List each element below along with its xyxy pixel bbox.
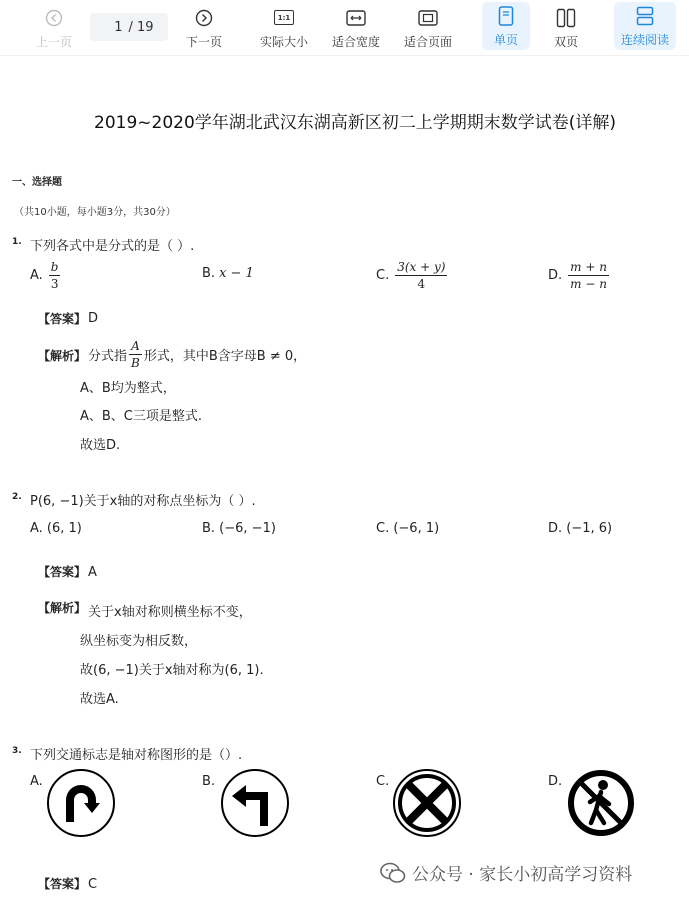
- analysis-line: 分式指 $\frac{A}{B}$ 形式，其中B含字母B ≠ 0，: [88, 339, 307, 370]
- prev-page-button[interactable]: [30, 0, 78, 56]
- page-number-input[interactable]: [104, 20, 122, 35]
- chevron-left-icon: [45, 7, 63, 29]
- option-label: B.: [202, 266, 216, 281]
- continuous-reading-label: 连续阅读: [620, 32, 669, 47]
- question-text: 下列各式中是分式的是（ ）.: [30, 239, 195, 254]
- analysis-line: 关于x轴对称则横坐标不变，: [88, 605, 252, 620]
- analysis-line: 故(6, −1)关于x轴对称为(6, 1).: [80, 663, 264, 678]
- analysis-label: 【解析】: [38, 601, 87, 615]
- option-a: [30, 260, 60, 291]
- wechat-icon: [380, 862, 406, 884]
- question-text: 下列交通标志是轴对称图形的是（）.: [30, 748, 243, 763]
- document-title: 2019~2020学年湖北武汉东湖高新区初二上学期期末数学试卷(详解): [94, 113, 617, 133]
- option-b-label: B.: [202, 774, 216, 789]
- option-c: C. (−6, 1): [376, 521, 440, 536]
- chevron-right-icon: [195, 7, 213, 29]
- answer-value: C: [88, 877, 98, 892]
- question-text: P(6, −1)关于x轴的对称点坐标为（ ）.: [30, 494, 256, 509]
- section-note: （共10小题，每小题3分，共30分）: [14, 207, 176, 218]
- left-turn-sign-icon: [220, 768, 290, 838]
- question-number: 2.: [12, 492, 22, 502]
- analysis-label: 【解析】: [38, 349, 87, 363]
- double-page-icon: [556, 7, 576, 29]
- option-b: [202, 266, 254, 281]
- section-heading: 一、选择题: [12, 177, 62, 188]
- question-number: 1.: [12, 237, 22, 247]
- option-d-label: D.: [548, 774, 563, 789]
- option-label: A.: [30, 268, 43, 283]
- watermark-text: 公众号 · 家长小初高学习资料: [412, 865, 633, 885]
- fit-width-label: 适合宽度: [331, 34, 380, 49]
- option-label: C.: [376, 268, 390, 283]
- option-c-label: C.: [376, 774, 390, 789]
- actual-size-button[interactable]: [254, 0, 314, 56]
- page-total: / 19: [128, 19, 154, 35]
- no-stopping-sign-icon: [392, 768, 462, 838]
- single-page-button[interactable]: [482, 2, 530, 50]
- answer-value: D: [88, 311, 99, 326]
- option-expr: x − 1: [219, 266, 254, 281]
- single-page-label: 单页: [493, 32, 518, 47]
- option-a: A. (6, 1): [30, 521, 82, 536]
- answer-label: 【答案】: [38, 565, 87, 579]
- analysis-line: 故选D.: [80, 438, 121, 453]
- analysis-line: A、B均为整式，: [80, 381, 176, 396]
- analysis-line: 纵坐标变为相反数，: [80, 634, 198, 649]
- viewer-toolbar: [0, 0, 689, 56]
- watermark: [380, 860, 632, 885]
- continuous-reading-button[interactable]: [614, 2, 676, 50]
- double-page-button[interactable]: [542, 0, 590, 56]
- analysis-line: 故选A.: [80, 692, 119, 707]
- option-c: [376, 260, 447, 291]
- actual-size-icon: 1:1: [274, 7, 294, 29]
- u-turn-sign-icon: [46, 768, 116, 838]
- prev-page-label: 上一页: [35, 34, 72, 49]
- continuous-reading-icon: [636, 5, 654, 27]
- answer-label: 【答案】: [38, 312, 87, 326]
- analysis-line: A、B、C三项是整式.: [80, 409, 203, 424]
- option-label: D.: [548, 268, 563, 283]
- fit-page-label: 适合页面: [403, 34, 452, 49]
- question-number: 3.: [12, 746, 22, 756]
- fit-page-button[interactable]: [398, 0, 458, 56]
- fraction: $\frac{b}{3}$: [50, 260, 59, 291]
- fit-width-icon: [346, 7, 366, 29]
- single-page-icon: [498, 5, 514, 27]
- no-pedestrian-sign-icon: [566, 768, 636, 838]
- answer-value: A: [88, 565, 97, 580]
- fit-page-icon: [418, 7, 438, 29]
- answer-label: 【答案】: [38, 877, 87, 891]
- option-b: B. (−6, −1): [202, 521, 276, 536]
- next-page-button[interactable]: [180, 0, 228, 56]
- next-page-label: 下一页: [185, 34, 222, 49]
- fit-width-button[interactable]: [326, 0, 386, 56]
- option-d: D. (−1, 6): [548, 521, 613, 536]
- option-d: [548, 260, 609, 291]
- page-indicator: [90, 13, 168, 41]
- fraction: $\frac{3(x + y)}{4}$: [397, 260, 446, 291]
- option-a-label: A.: [30, 774, 43, 789]
- actual-size-label: 实际大小: [259, 34, 308, 49]
- fraction: $\frac{m + n}{m - n}$: [570, 260, 607, 291]
- double-page-label: 双页: [553, 34, 578, 49]
